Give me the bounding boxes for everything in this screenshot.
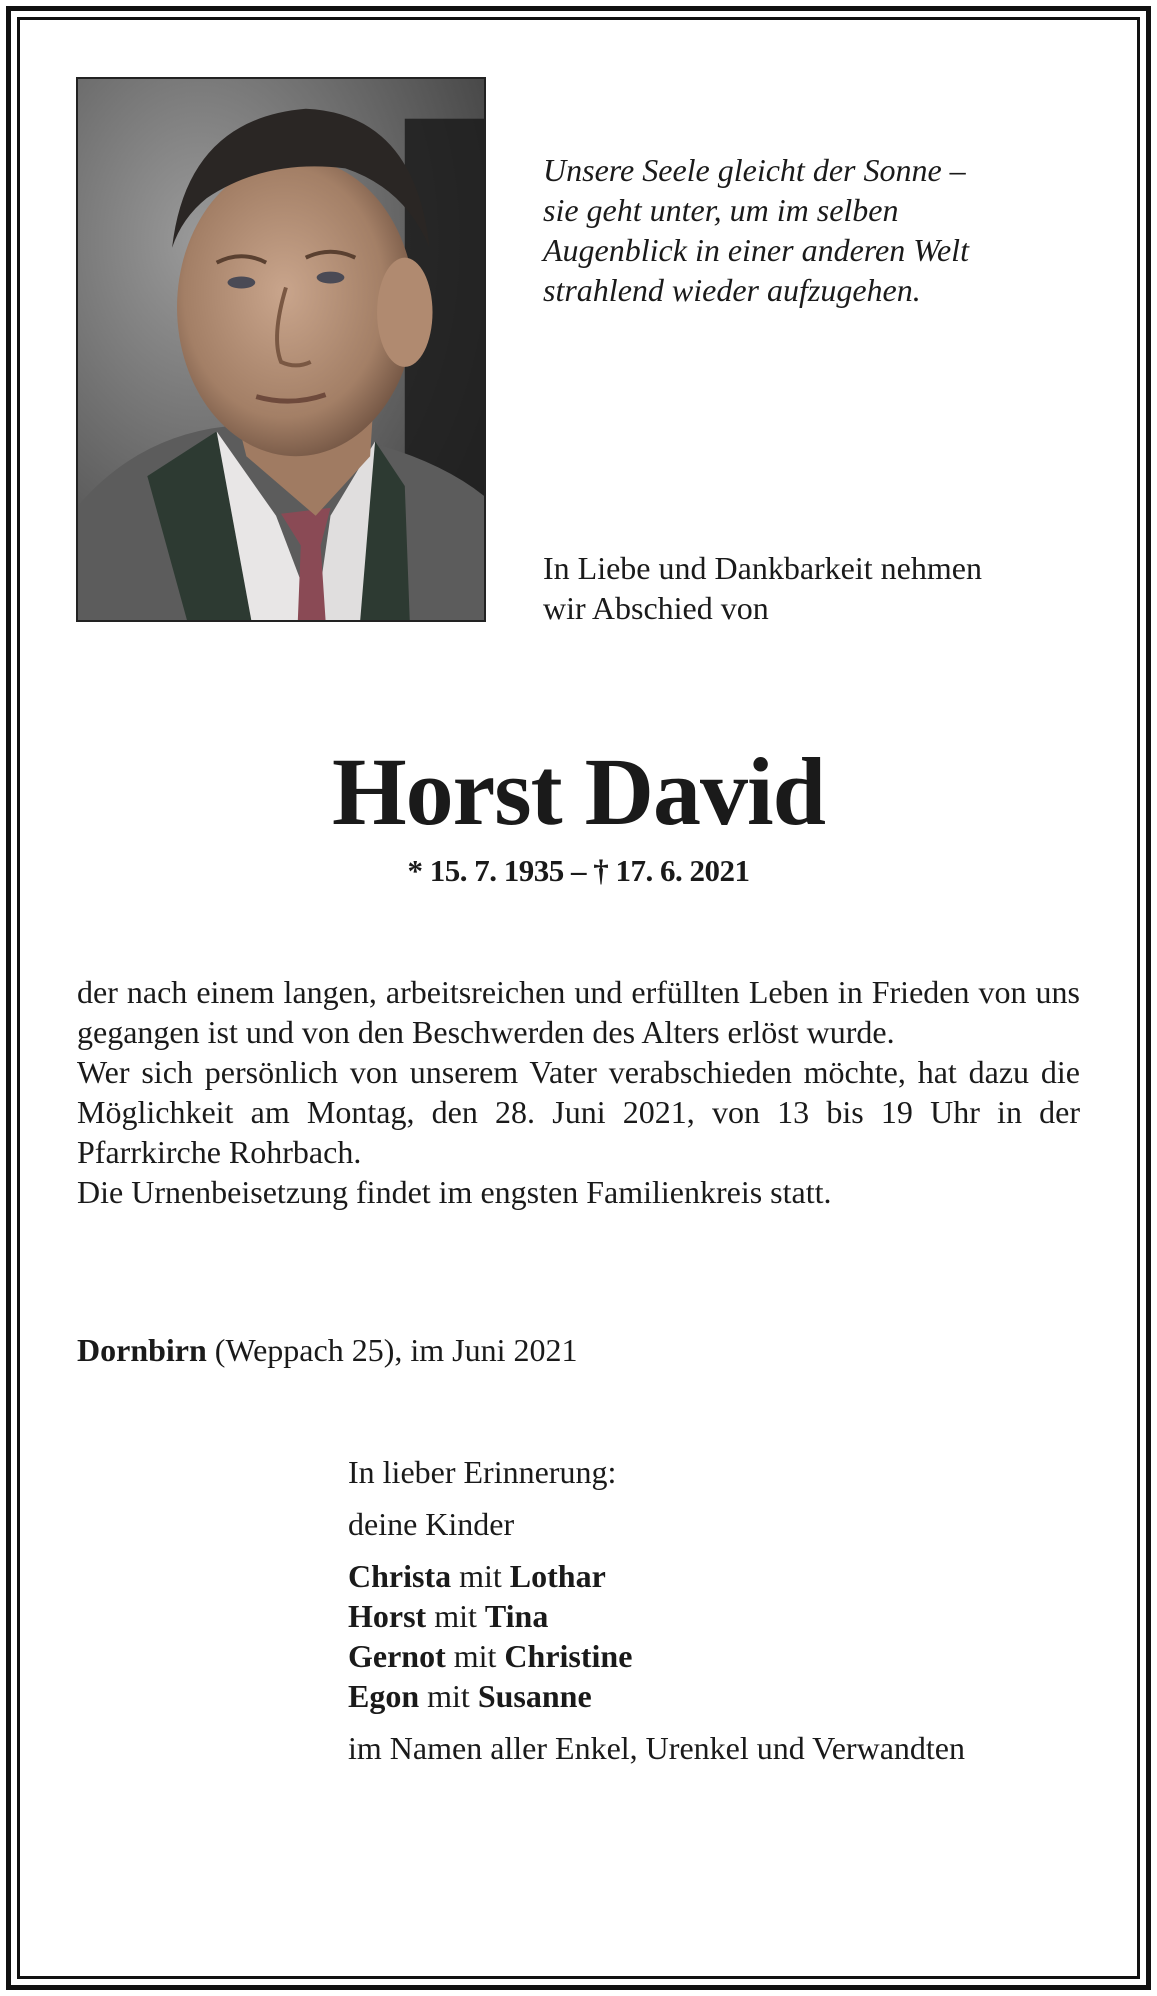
memorial-quote <box>543 150 1103 310</box>
family-closing: im Namen aller Enkel, Urenkel und Verwandten <box>348 1730 965 1766</box>
announcement-paragraph: Wer sich persönlich von unserem Vater verabschieden möchte, hat dazu die Möglichkeit am Montag, den 28. Juni 2021, von 13 bis 19 Uhr in der Pfarrkirche Rohrbach. <box>77 1054 1080 1170</box>
farewell-intro <box>543 548 1083 628</box>
child-name: Christa <box>348 1558 452 1594</box>
quote-line: sie geht unter, um im selben <box>543 192 899 228</box>
family-subheading: deine Kinder <box>348 1506 515 1542</box>
quote-line: strahlend wieder aufzugehen. <box>543 272 921 308</box>
child-name: Egon <box>348 1678 420 1714</box>
intro-line: wir Abschied von <box>543 590 769 626</box>
partner-name: Lothar <box>509 1558 606 1594</box>
couple-connector: mit <box>426 1598 485 1634</box>
deceased-name: Horst David <box>332 738 825 845</box>
quote-line: Augenblick in einer anderen Welt <box>543 232 969 268</box>
couple-connector: mit <box>419 1678 478 1714</box>
family-signatures <box>348 1452 1108 1768</box>
family-couple <box>348 1636 1108 1676</box>
child-name: Horst <box>348 1598 427 1634</box>
place-and-date <box>77 1330 977 1370</box>
announcement-paragraph: Die Urnenbeisetzung findet im engsten Familienkreis statt. <box>77 1174 832 1210</box>
partner-name: Christine <box>504 1638 633 1674</box>
announcement-paragraph: der nach einem langen, arbeitsreichen und erfüllten Leben in Frieden von uns gegangen ist und von den Beschwerden des Alters erlöst wurde. <box>77 974 1080 1050</box>
quote-line: Unsere Seele gleicht der Sonne – <box>543 152 966 188</box>
portrait-image <box>78 79 484 620</box>
couple-connector: mit <box>451 1558 510 1594</box>
partner-name: Susanne <box>477 1678 592 1714</box>
couple-connector: mit <box>445 1638 505 1674</box>
place-city: Dornbirn <box>77 1332 207 1368</box>
family-couple <box>348 1596 1108 1636</box>
intro-line: In Liebe und Dankbarkeit nehmen <box>543 550 982 586</box>
partner-name: Tina <box>484 1598 549 1634</box>
announcement-text <box>77 972 1080 1212</box>
portrait-photo <box>76 77 486 622</box>
family-couple <box>348 1556 1108 1596</box>
family-couple <box>348 1676 1108 1716</box>
family-heading: In lieber Erinnerung: <box>348 1454 617 1490</box>
life-dates: * 15. 7. 1935 – † 17. 6. 2021 <box>407 853 750 888</box>
place-details: (Weppach 25), im Juni 2021 <box>206 1332 578 1368</box>
child-name: Gernot <box>348 1638 446 1674</box>
